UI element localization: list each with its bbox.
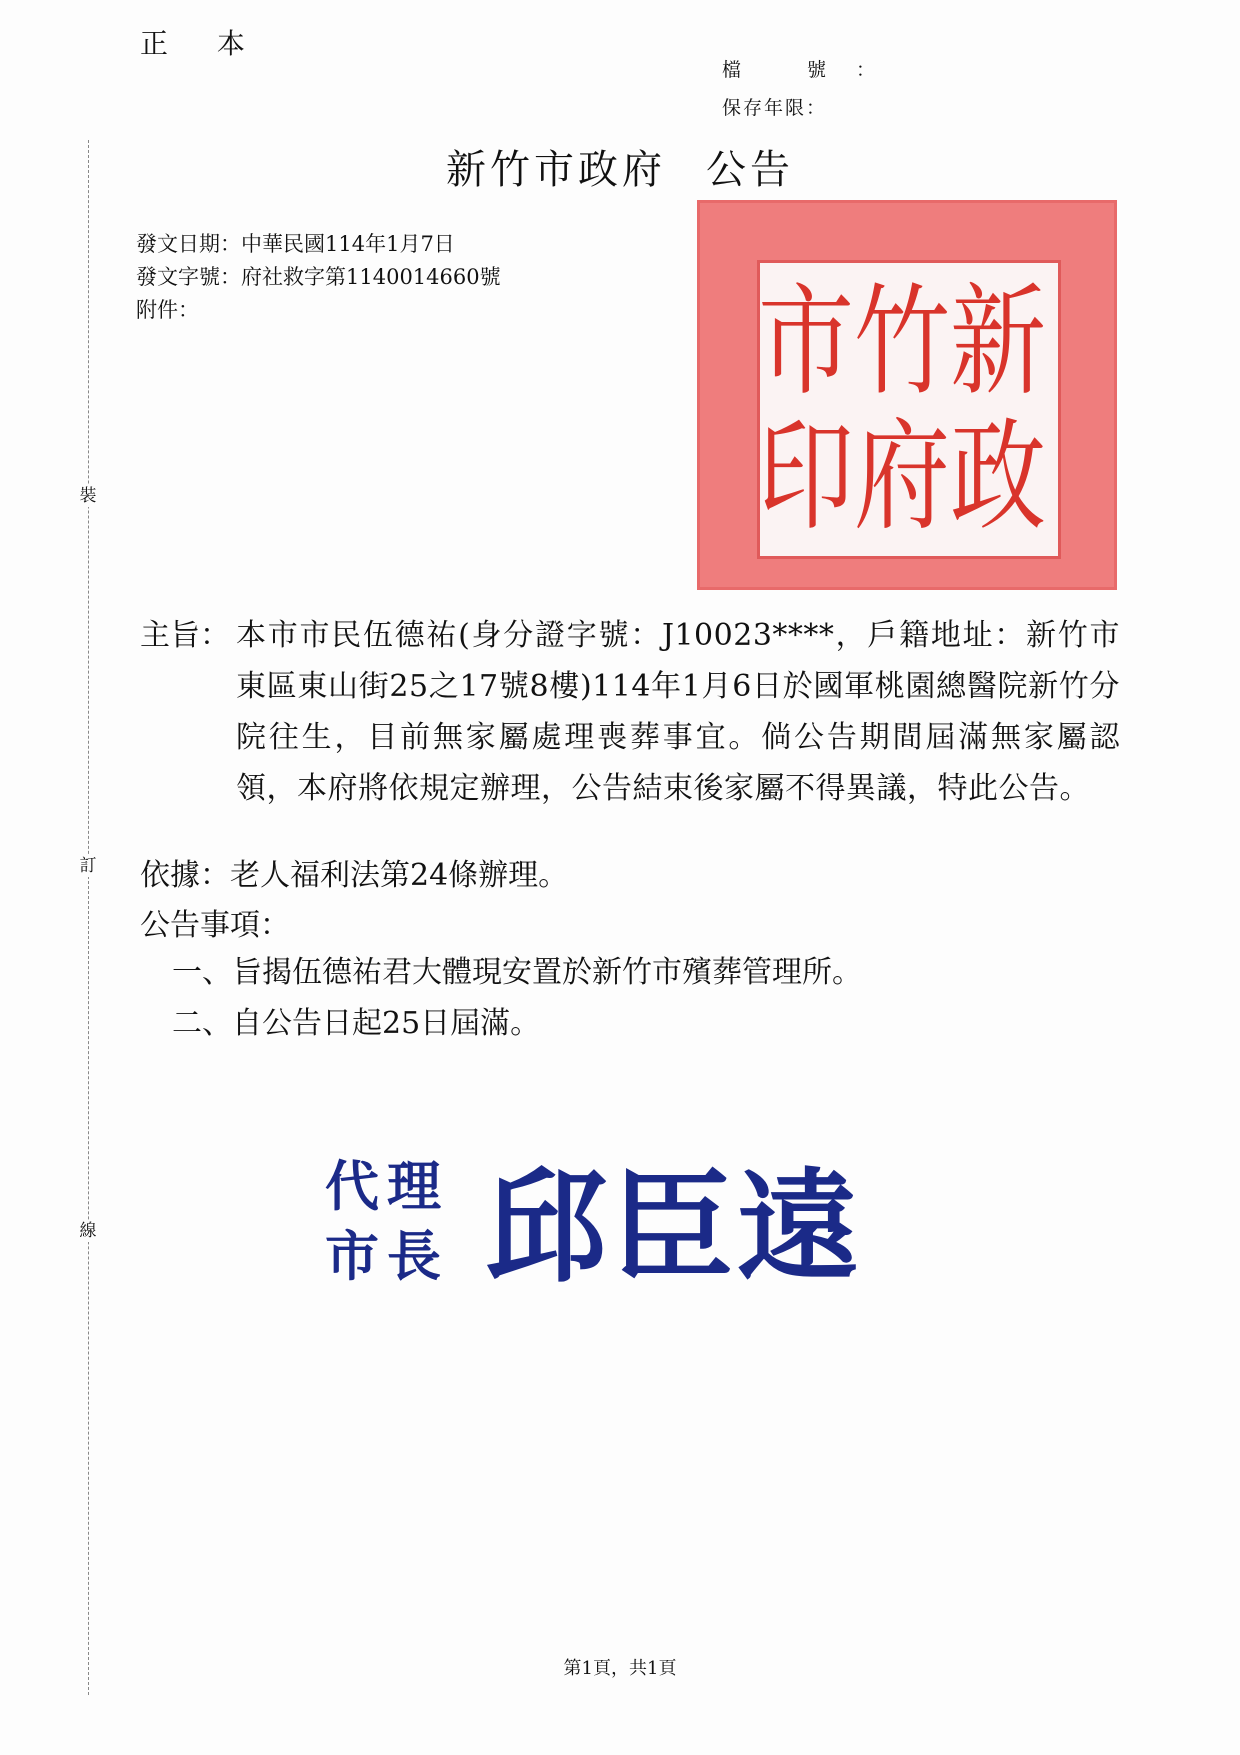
agency-name: 新竹市政府 (446, 147, 666, 193)
subject-label: 主旨： (140, 618, 230, 653)
issue-number: 發文字號：府社救字第1140014660號 (136, 265, 501, 289)
subject-paragraph (140, 610, 1120, 814)
binding-line (88, 140, 89, 1695)
issue-date: 發文日期：中華民國114年1月7日 (136, 232, 455, 256)
signature-title-line2: 市長 (325, 1224, 449, 1288)
official-seal (697, 200, 1117, 590)
document-type: 公告 (706, 147, 794, 193)
seal-glyph: 市 (758, 272, 854, 413)
seal-glyph: 政 (950, 406, 1046, 547)
binding-char-bind: 裝 (79, 486, 97, 506)
seal-characters (758, 272, 1046, 547)
signature-name: 邱臣遠 (485, 1155, 863, 1299)
signature-title (325, 1154, 449, 1288)
seal-glyph: 新 (950, 272, 1046, 413)
retention-value: ： (806, 97, 826, 119)
attachment-field: 附件： (136, 298, 199, 322)
binding-char-staple: 訂 (79, 856, 97, 876)
seal-inner-frame (757, 260, 1061, 559)
seal-glyph: 竹 (854, 272, 950, 413)
file-number-field (722, 55, 875, 82)
binding-char-line: 線 (79, 1221, 97, 1241)
basis-line: 依據：老人福利法第24條辦理。 (140, 858, 569, 893)
notice-heading: 公告事項： (140, 908, 290, 943)
file-number-value: ： (856, 59, 876, 81)
seal-glyph: 印 (758, 406, 854, 547)
document-title (0, 138, 1240, 195)
notice-item: 一、旨揭伍德祐君大體現安置於新竹市殯葬管理所。 (172, 955, 862, 990)
retention-label: 保存年限 (722, 97, 807, 119)
seal-glyph: 府 (854, 406, 950, 547)
page-number: 第1頁，共1頁 (563, 1658, 677, 1679)
notice-item: 二、自公告日起25日屆滿。 (172, 1006, 541, 1041)
file-number-label: 檔 號 (722, 59, 857, 81)
copy-label: 正 本 (140, 27, 265, 60)
signature-title-line1: 代理 (325, 1154, 449, 1218)
subject-text: 本市市民伍德祐(身分證字號：J10023****，戶籍地址：新竹市東區東山街25之17號8樓)114年1月6日於國軍桃園總醫院新竹分院往生，目前無家屬處理喪葬事宜。倘公告期間屆滿無家屬認領，本府將依規定辦理，公告結束後家屬不得異議，特此公告。 (236, 618, 1120, 806)
mayor-signature (325, 1135, 915, 1305)
retention-field (722, 93, 825, 120)
